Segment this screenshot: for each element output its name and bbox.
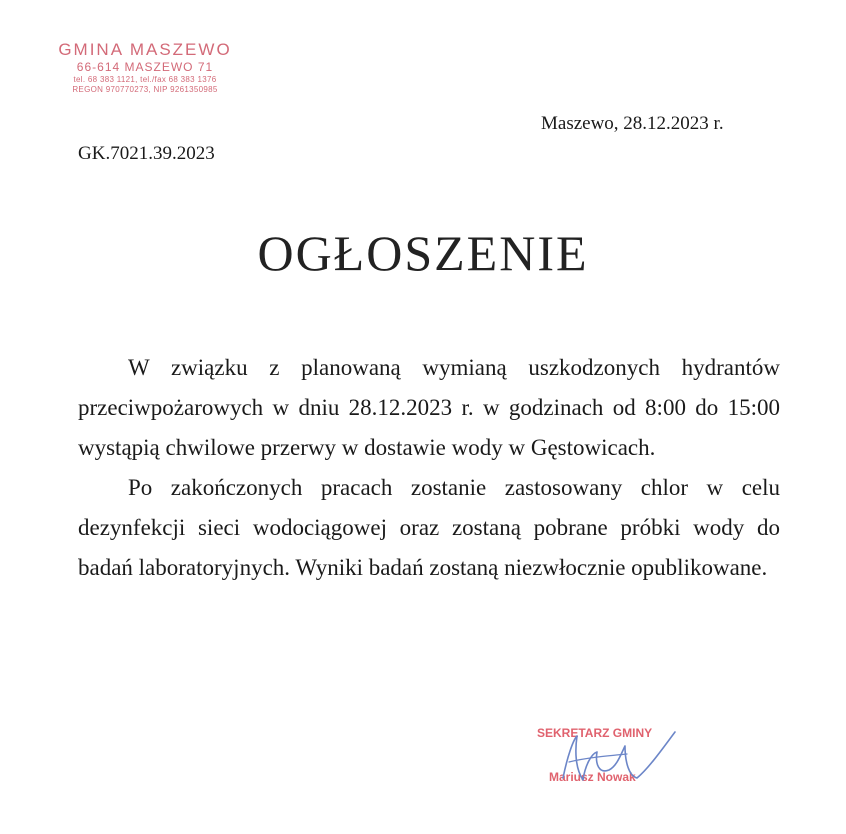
signature-stamp-title: SEKRETARZ GMINY — [537, 726, 653, 740]
reference-number: GK.7021.39.2023 — [78, 143, 215, 164]
paragraph-1: W związku z planowaną wymianą uszkodzonych hydrantów przeciwpożarowych w dniu 28.12.2023 r. w godzinach od 8:00 do 15:00 wystąpią chwilowe przerwy w dostawie wody w Gęstowicach. — [78, 355, 780, 460]
document-title: OGŁOSZENIE — [257, 225, 589, 281]
place-and-date: Maszewo, 28.12.2023 r. — [541, 113, 724, 134]
municipality-stamp — [30, 40, 260, 95]
handwritten-signature-icon — [525, 718, 695, 808]
stamp-name: GMINA MASZEWO — [58, 40, 232, 59]
stamp-address: 66-614 MASZEWO 71 — [76, 60, 214, 74]
signature-stamp-name: Mariusz Nowak — [549, 770, 636, 784]
announcement-body — [78, 348, 780, 588]
signature-block — [525, 718, 695, 808]
paragraph-2: Po zakończonych pracach zostanie zastosowany chlor w celu dezynfekcji sieci wodociągowej oraz zostaną pobrane próbki wody do badań laboratoryjnych. Wyniki badań zostaną niezwłocznie opublikowane. — [78, 475, 780, 580]
stamp-phone: tel. 68 383 1121, tel./fax 68 383 1376 — [73, 75, 217, 84]
stamp-regon-nip: REGON 970770273, NIP 9261350985 — [72, 85, 218, 94]
